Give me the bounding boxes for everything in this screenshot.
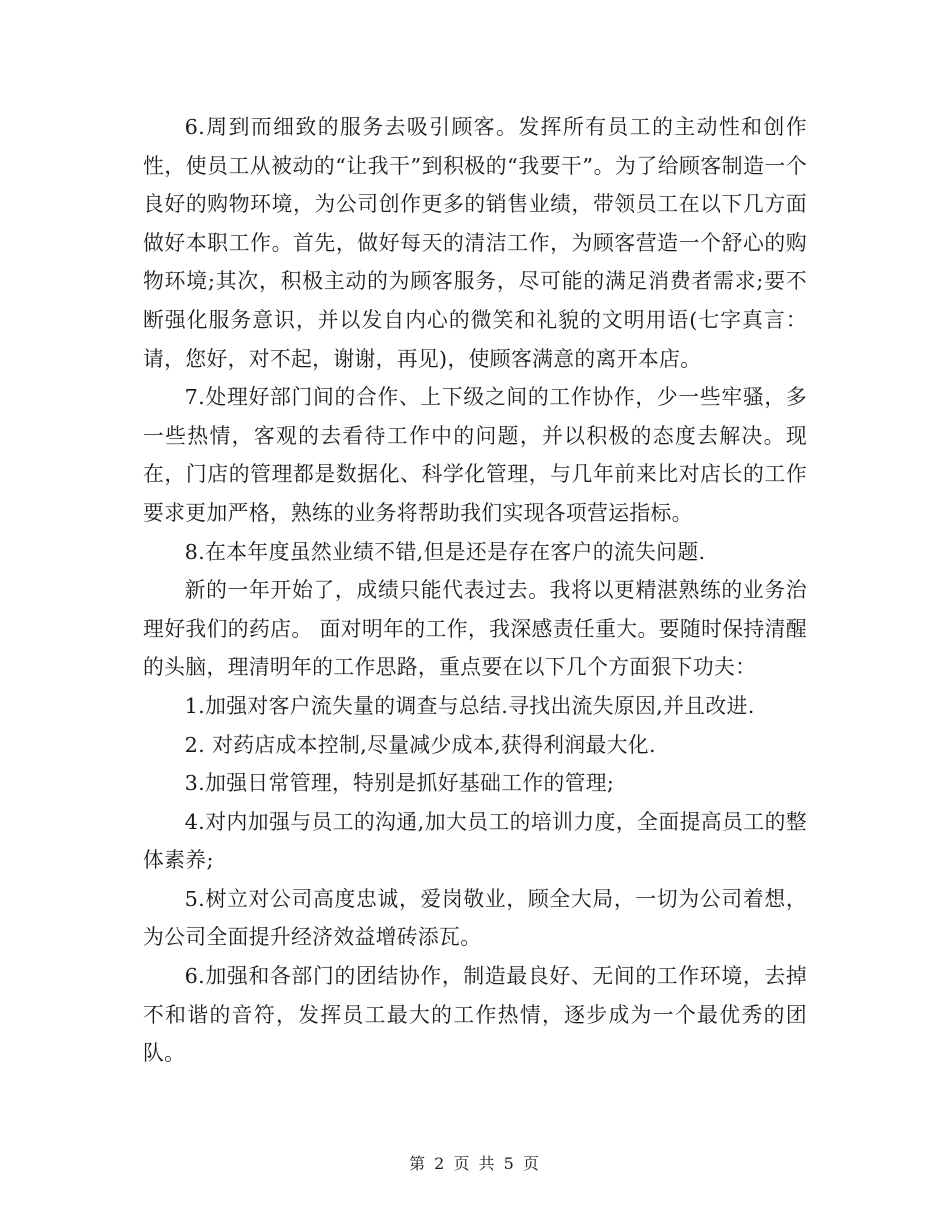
list-item-6: 6.加强和各部门的团结协作，制造最良好、无间的工作环境，去掉不和谐的音符，发挥员工最大的工作热情，逐步成为一个最优秀的团队。 <box>143 964 807 1066</box>
paragraph-cooperation: 7.处理好部门间的合作、上下级之间的工作协作，少一些牢骚，多一些热情，客观的去看待工作中的问题，并以积极的态度去解决。现在，门店的管理都是数据化、科学化管理，与几年前来比对店长的工作要求更加严格，熟练的业务将帮助我们实现各项营运指标。 <box>143 385 807 525</box>
list-item-5: 5.树立对公司高度忠诚，爱岗敬业，顾全大局，一切为公司着想，为公司全面提升经济效益增砖添瓦。 <box>143 886 807 950</box>
list-item-1: 1.加强对客户流失量的调查与总结.寻找出流失原因,并且改进. <box>184 693 755 718</box>
document-body <box>143 108 807 1073</box>
list-item-3: 3.加强日常管理，特别是抓好基础工作的管理; <box>184 771 615 796</box>
page-number-label: 第 2 页 共 5 页 <box>409 1154 541 1173</box>
page-footer <box>0 1151 950 1174</box>
paragraph-customer-loss: 8.在本年度虽然业绩不错,但是还是存在客户的流失问题. <box>184 539 706 564</box>
list-item-2: 2. 对药店成本控制,尽量减少成本,获得利润最大化. <box>184 732 656 757</box>
list-item-4: 4.对内加强与员工的沟通,加大员工的培训力度，全面提高员工的整体素养; <box>143 809 807 873</box>
paragraph-new-year: 新的一年开始了，成绩只能代表过去。我将以更精湛熟练的业务治理好我们的药店。 面对明年的工作，我深感责任重大。要随时保持清醒的头脑，理清明年的工作思路，重点要在以下几个方面狠下功夫： <box>143 578 807 680</box>
paragraph-service: 6.周到而细致的服务去吸引顾客。发挥所有员工的主动性和创作性，使员工从被动的“让我干”到积极的“我要干”。为了给顾客制造一个良好的购物环境，为公司创作更多的销售业绩，带领员工在以下几方面做好本职工作。首先，做好每天的清洁工作，为顾客营造一个舒心的购物环境;其次，积极主动的为顾客服务，尽可能的满足消费者需求;要不断强化服务意识，并以发自内心的微笑和礼貌的文明用语(七字真言：请，您好，对不起，谢谢，再见)，使顾客满意的离开本店。 <box>143 115 807 371</box>
